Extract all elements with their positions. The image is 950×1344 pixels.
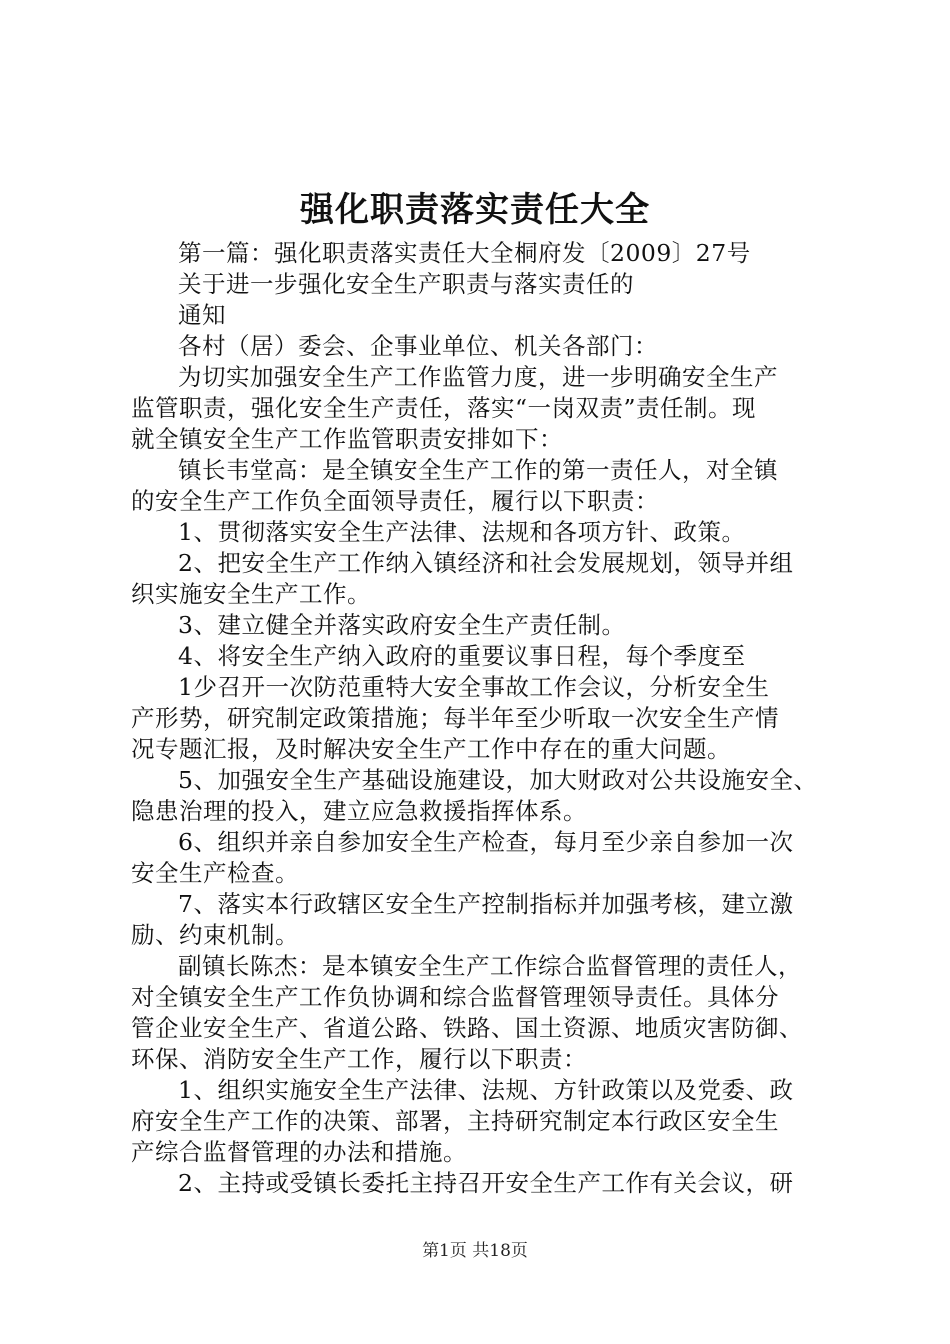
text-line: 隐患治理的投入，建立应急救援指挥体系。 (131, 797, 587, 825)
text-line: 产形势，研究制定政策措施；每半年至少听取一次安全生产情 (131, 704, 779, 732)
text-line: 安全生产检查。 (131, 859, 299, 887)
text-line: 为切实加强安全生产工作监管力度，进一步明确安全生产 (178, 363, 778, 391)
text-line: 况专题汇报，及时解决安全生产工作中存在的重大问题。 (131, 735, 731, 763)
text-line: 的安全生产工作负全面领导责任，履行以下职责： (131, 487, 659, 515)
text-line: 第一篇：强化职责落实责任大全桐府发〔2009〕27号 (178, 239, 751, 267)
text-line: 对全镇安全生产工作负协调和综合监督管理领导责任。具体分 (131, 983, 779, 1011)
text-line: 镇长韦堂高：是全镇安全生产工作的第一责任人，对全镇 (178, 456, 778, 484)
page-number: 第1页 (422, 1241, 467, 1261)
text-line: 环保、消防安全生产工作，履行以下职责： (131, 1045, 587, 1073)
text-line: 1少召开一次防范重特大安全事故工作会议，分析安全生 (178, 673, 770, 701)
text-line: 监管职责，强化安全生产责任，落实“一岗双责”责任制。现 (131, 394, 757, 422)
text-line: 关于进一步强化安全生产职责与落实责任的 (178, 270, 634, 298)
page-total: 共18页 (472, 1241, 528, 1261)
document-body (131, 238, 831, 1199)
text-line: 织实施安全生产工作。 (131, 580, 371, 608)
text-line: 励、约束机制。 (131, 921, 299, 949)
text-line: 各村（居）委会、企事业单位、机关各部门： (178, 332, 658, 360)
text-line: 通知 (178, 301, 226, 329)
text-line: 副镇长陈杰：是本镇安全生产工作综合监督管理的责任人， (178, 952, 802, 980)
text-line: 6、组织并亲自参加安全生产检查，每月至少亲自参加一次 (178, 828, 794, 856)
text-line: 3、建立健全并落实政府安全生产责任制。 (178, 611, 626, 639)
text-line: 管企业安全生产、省道公路、铁路、国土资源、地质灾害防御、 (131, 1014, 803, 1042)
text-line: 府安全生产工作的决策、部署，主持研究制定本行政区安全生 (131, 1107, 779, 1135)
document-title: 强化职责落实责任大全 (300, 190, 650, 230)
text-line: 产综合监督管理的办法和措施。 (131, 1138, 467, 1166)
text-line: 5、加强安全生产基础设施建设，加大财政对公共设施安全、 (178, 766, 818, 794)
page-footer (0, 1239, 950, 1263)
text-line: 4、将安全生产纳入政府的重要议事日程，每个季度至 (178, 642, 746, 670)
text-line: 就全镇安全生产工作监管职责安排如下： (131, 425, 563, 453)
text-line: 1、贯彻落实安全生产法律、法规和各项方针、政策。 (178, 518, 746, 546)
text-line: 7、落实本行政辖区安全生产控制指标并加强考核，建立激 (178, 890, 794, 918)
text-line: 2、把安全生产工作纳入镇经济和社会发展规划，领导并组 (178, 549, 794, 577)
text-line: 2、主持或受镇长委托主持召开安全生产工作有关会议，研 (178, 1169, 794, 1197)
text-line: 1、组织实施安全生产法律、法规、方针政策以及党委、政 (178, 1076, 794, 1104)
